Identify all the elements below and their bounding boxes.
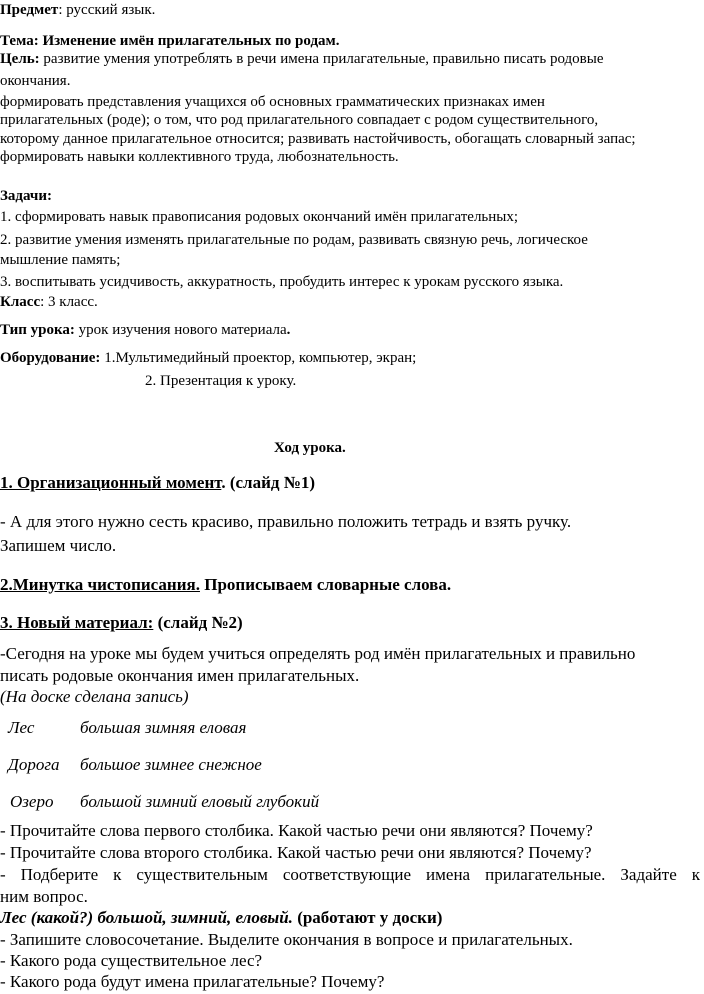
board-noun-3: Озеро: [10, 792, 54, 811]
answer-note: (работают у доски): [292, 908, 443, 927]
question-3a: - Подберите к существительным соответствующие имена прилагательные. Задайте к: [0, 865, 700, 884]
section-3-slide: (слайд №2): [153, 613, 243, 632]
equipment-item-1: 1.Мультимедийный проектор, компьютер, экран;: [100, 350, 417, 366]
class-line: [0, 294, 98, 311]
equipment-item-2: 2. Презентация к уроку.: [145, 373, 297, 389]
tasks-label: Задачи:: [0, 188, 53, 204]
question-6: - Какого рода будут имена прилагательные? Почему?: [0, 972, 385, 991]
goal-line-6: формировать навыки коллективного труда, любознательность.: [0, 149, 399, 165]
lesson-type-line: [0, 322, 290, 339]
section-1-line-2: Запишем число.: [0, 536, 117, 555]
goal-text-1: развитие умения употреблять в речи имена прилагательные, правильно писать родовые: [39, 51, 604, 67]
section-3-line-2: писать родовые окончания имен прилагательных.: [0, 666, 360, 685]
task-2b: мышление память;: [0, 252, 121, 268]
class-value: : 3 класс.: [40, 294, 98, 310]
goal-label: Цель:: [0, 51, 40, 67]
section-2-heading: [0, 575, 451, 595]
section-3-heading: [0, 613, 243, 633]
board-noun-1: Лес: [8, 718, 35, 737]
lesson-title: Ход урока.: [274, 440, 346, 456]
question-5: - Какого рода существительное лес?: [0, 951, 263, 970]
section-2-text: Прописываем словарные слова.: [199, 575, 452, 594]
question-2: - Прочитайте слова второго столбика. Какой частью речи они являются? Почему?: [0, 843, 592, 862]
class-label: Класс: [0, 294, 41, 310]
lesson-type-dot: .: [286, 322, 291, 338]
board-note: (На доске сделана запись): [0, 687, 189, 706]
goal-line-1: [0, 51, 603, 68]
question-1: - Прочитайте слова первого столбика. Какой частью речи они являются? Почему?: [0, 821, 593, 840]
answer-example: Лес (какой?) большой, зимний, еловый.: [0, 908, 293, 927]
section-1-line-1: - А для этого нужно сесть красиво, правильно положить тетрадь и взять ручку.: [0, 512, 572, 531]
equipment-line-1: [0, 350, 416, 367]
section-1-slide: . (слайд №1): [221, 473, 315, 492]
section-3-title: 3. Новый материал:: [0, 613, 154, 632]
goal-line-3: формировать представления учащихся об основных грамматических признаках имен: [0, 94, 545, 110]
board-adjectives-1: большая зимняя еловая: [80, 718, 247, 737]
board-noun-2: Дорога: [8, 755, 60, 774]
board-adjectives-2: большое зимнее снежное: [80, 755, 262, 774]
lesson-type-value: урок изучения нового материала: [74, 322, 287, 338]
section-2-title: 2.Минутка чистописания.: [0, 575, 200, 594]
lesson-type-label: Тип урока:: [0, 322, 75, 338]
subject-line: [0, 2, 155, 19]
task-2a: 2. развитие умения изменять прилагательные по родам, развивать связную речь, логическое: [0, 232, 588, 248]
section-1-title: 1. Организационный момент: [0, 473, 222, 492]
goal-line-4: прилагательных (роде); о том, что род прилагательного совпадает с родом существительного,: [0, 112, 599, 128]
subject-label: Предмет: [0, 2, 59, 18]
goal-line-2: окончания.: [0, 73, 71, 89]
question-3b: ним вопрос.: [0, 887, 88, 906]
section-1-heading: [0, 473, 315, 493]
section-3-line-1: -Сегодня на уроке мы будем учиться определять род имён прилагательных и правильно: [0, 644, 636, 663]
goal-line-5: которому данное прилагательное относится; развивать настойчивость, обогащать словарный запас;: [0, 131, 636, 147]
task-1: 1. сформировать навык правописания родовых окончаний имён прилагательных;: [0, 209, 519, 225]
subject-value: : русский язык.: [58, 2, 156, 18]
question-4: - Запишите словосочетание. Выделите окончания в вопросе и прилагательных.: [0, 930, 573, 949]
topic-line: Тема: Изменение имён прилагательных по родам.: [0, 33, 340, 49]
board-adjectives-3: большой зимний еловый глубокий: [80, 792, 320, 811]
answer-line: [0, 908, 442, 928]
equipment-label: Оборудование:: [0, 350, 101, 366]
task-3: 3. воспитывать усидчивость, аккуратность, пробудить интерес к урокам русского языка.: [0, 274, 564, 290]
